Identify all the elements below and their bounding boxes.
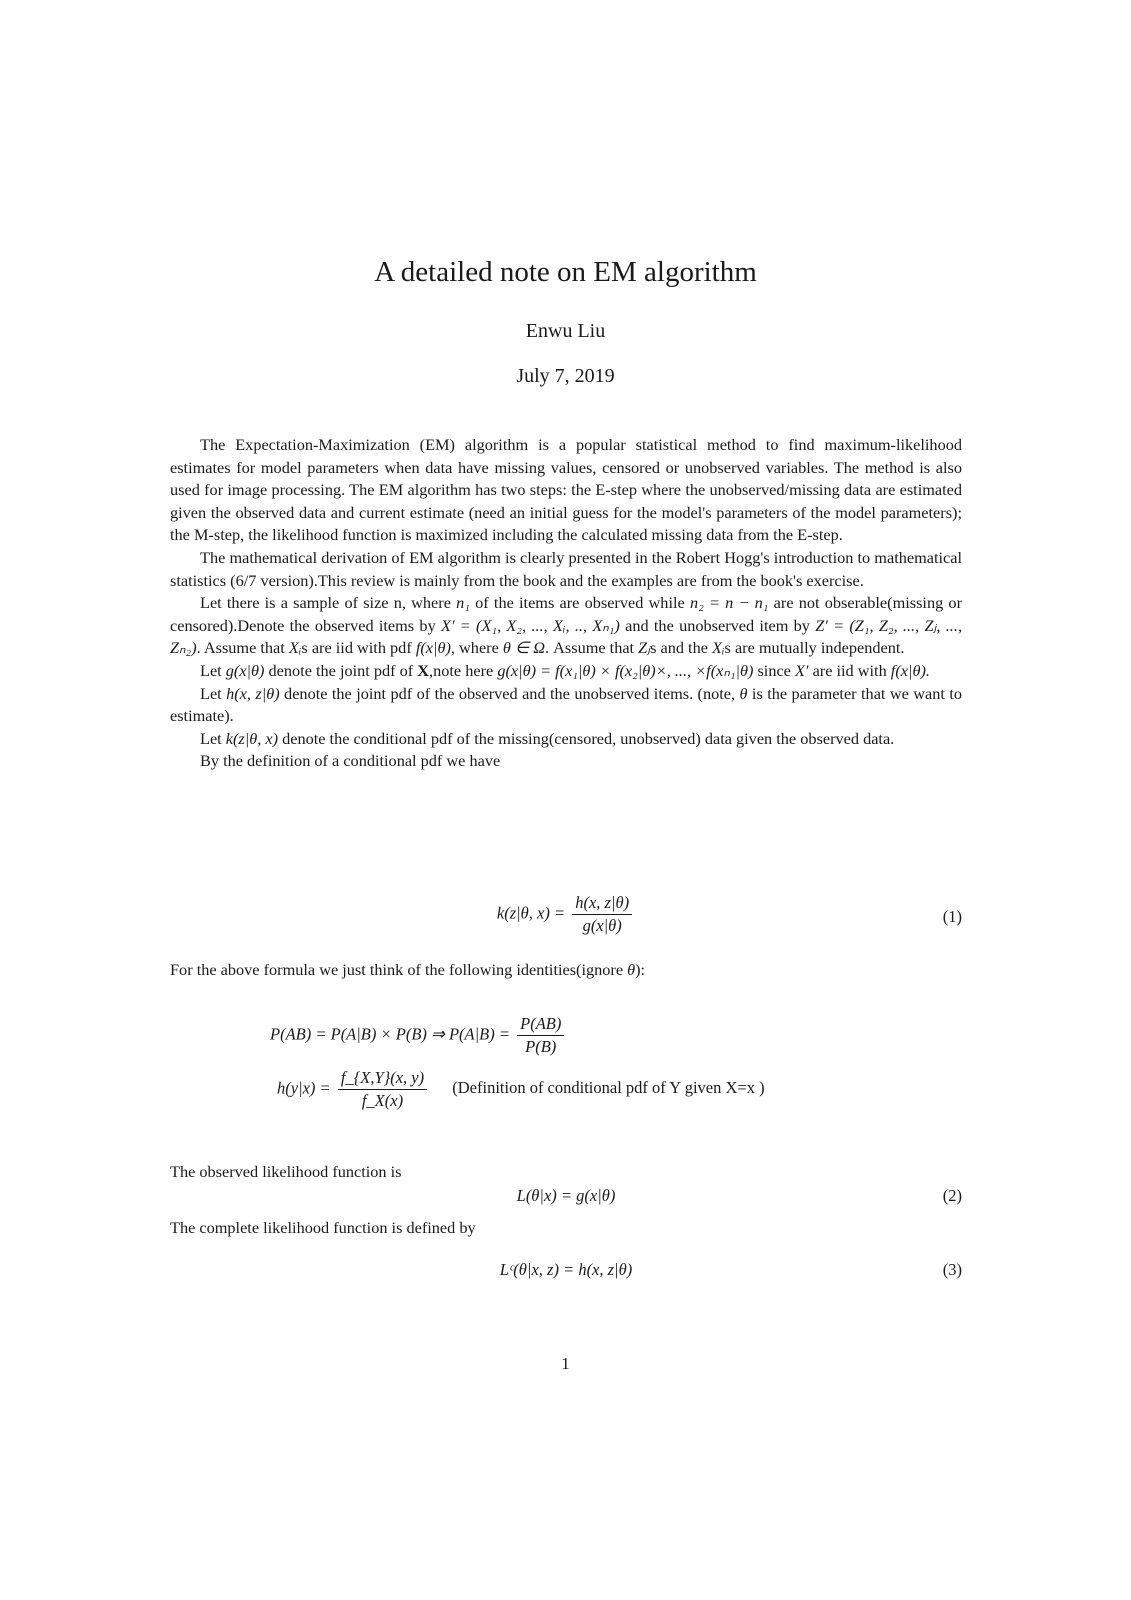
paragraph-observed-likelihood: The observed likelihood function is	[170, 1162, 402, 1181]
equation-2-label: (2)	[942, 1186, 962, 1205]
math-n1: n₁	[456, 593, 470, 613]
identity-1: P(AB) = P(A|B) × P(B) ⇒ P(A|B) = $\frac{P(AB)}{P(B)}$	[270, 1014, 770, 1066]
math-zj: Zⱼ	[638, 638, 651, 658]
equation-2: L(θ|x) = g(x|θ) (2)	[516, 1186, 962, 1205]
paragraph-identities: For the above formula we just think of the following identities(ignore θ):	[170, 960, 646, 979]
math-f-x-theta: f(x|θ)	[415, 638, 451, 658]
equation-3-label: (3)	[942, 1260, 962, 1279]
math-xi-2: Xᵢ	[712, 638, 725, 658]
paragraph-definition: By the definition of a conditional pdf we have	[200, 751, 501, 771]
math-h-xz-theta: h(x, z|θ)	[226, 683, 280, 703]
math-xi: Xᵢ	[288, 638, 302, 658]
identity-1-fraction: $\frac{P(AB)}{P(B)}$	[517, 1014, 564, 1057]
math-x-bold: X	[417, 660, 430, 680]
math-theta: θ	[739, 683, 748, 703]
paragraph-source: The mathematical derivation of EM algorithm is clearly presented in the Robert Hogg's introduction to mathematical statistics (6/7 version).This review is mainly from the book and the examples are from the book's exercise.	[170, 547, 962, 590]
math-zprime: Z′ = (Z₁, Z₂, ..., Zⱼ, ..., Zₙ₂)	[170, 615, 963, 658]
math-theta-in-omega: θ ∈ Ω	[502, 638, 545, 658]
equation-1-label: (1)	[942, 907, 962, 926]
math-xprime-2: X′	[794, 660, 809, 680]
identity-2-fraction: $\frac{f\_\{X,Y\}(x, y)}{f\_X(x)}$	[338, 1068, 427, 1111]
paper-title: A detailed note on EM algorithm	[374, 256, 757, 288]
paragraph-h-pdf: Let h(x, z|θ) denote the joint pdf of the observed and the unobserved items. (note, θ is the parameter that we want to estimate).	[170, 683, 963, 726]
paragraph-sample: Let there is a sample of size n, where n₁ of the items are observed while n₂ = n − n₁ are not obserable(missing or censored).Denote the observed items by X′ = (X₁, X₂, ..., Xᵢ, .., Xₙ₁) and the unobserved item by Z′ = (Z₁, Z₂, ..., Zⱼ, ..., Zₙ₂). Assume that Xᵢs are iid with pdf f(x|θ), where θ ∈ Ω. Assume that Zⱼs and the Xᵢs are mutually independent.	[170, 593, 963, 658]
math-g-x-theta: g(x|θ)	[225, 660, 265, 680]
paragraph-k-pdf: Let k(z|θ, x) denote the conditional pdf of the missing(censored, unobserved) data given the observed data.	[200, 728, 895, 748]
paragraph-intro: The Expectation-Maximization (EM) algorithm is a popular statistical method to find maximum-likelihood estimates for model parameters when data have missing values, censored or unobserved variables. The method is also used for image processing. The EM algorithm has two steps: the E-step where the unobserved/missing data are estimated given the observed data and current estimate (need an initial guess for the model's parameters of the model parameters); the M-step, the likelihood function is maximized including the calculated missing data from the E-step.	[170, 435, 962, 545]
identity-2-note: (Definition of conditional pdf of Y given X=x )	[452, 1078, 765, 1098]
equation-3: Lᶜ(θ|x, z) = h(x, z|θ) (3)	[499, 1260, 962, 1279]
body-text	[170, 434, 962, 773]
identity-2: h(y|x) = $\frac{f\_\{X,Y\}(x, y)}{f\_X(x)}$ (Definition of conditional pdf of Y given X=x )	[277, 1068, 765, 1110]
math-xprime: X′ = (X₁, X₂, ..., Xᵢ, .., Xₙ₁)	[441, 615, 620, 635]
equation-1-fraction: $\frac{h(x, z|\theta)}{g(x|\theta)}$	[572, 893, 632, 936]
math-f-x-theta-2: f(x|θ).	[890, 660, 930, 680]
math-n2: n₂ = n − n₁	[689, 593, 769, 613]
paragraph-complete-likelihood: The complete likelihood function is defined by	[170, 1218, 476, 1237]
paper-author: Enwu Liu	[525, 320, 606, 342]
equation-1: k(z|θ, x) = $\frac{h(x, z|\theta)}{g(x|\theta)}$ (1)	[496, 893, 962, 935]
page-number: 1	[561, 1354, 570, 1373]
math-k-z-theta-x: k(z|θ, x)	[225, 728, 279, 748]
paper-date: July 7, 2019	[516, 365, 615, 387]
math-g-product: g(x|θ) = f(x₁|θ) × f(x₂|θ)×, ..., ×f(xₙ₁|θ)	[497, 660, 754, 680]
paragraph-joint-pdf: Let g(x|θ) denote the joint pdf of X,note here g(x|θ) = f(x₁|θ) × f(x₂|θ)×, ..., ×f(xₙ₁|θ) since X′ are iid with f(x|θ).	[200, 660, 930, 680]
